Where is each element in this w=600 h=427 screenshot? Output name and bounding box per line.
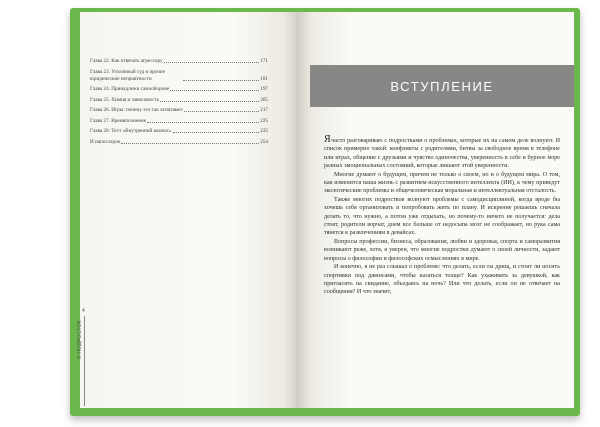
paragraph: Вопросы профессии, бизнеса, образования, любви и здоровья, спорта и саморазвития возникают реже, хотя, я уверен, что многие подростки думают о своей личности, задают вопросы о философии и философских осмыслениях в мире. — [324, 238, 560, 262]
toc-leader-dots — [183, 80, 259, 81]
right-page — [296, 12, 574, 408]
toc-leader-dots — [170, 90, 259, 91]
chapter-banner — [310, 65, 574, 107]
toc-entry-title: Глава 25. Химия и зависимость — [90, 96, 160, 103]
body-text — [324, 136, 560, 297]
toc-entry-page: 217 — [260, 107, 268, 113]
paragraph — [324, 136, 560, 171]
paragraph: Также многих подростков волнуют проблемы с самодисциплиной, когда вроде бы хочешь себя организовать и попробовать жить по плану. И искренне решаешь сначала делать то, что нужно, а потом уже отдыхать, но почему-то ничего не получается: дела стоят, родители ворчат, днем все больше от недосыпа мозг не соображает, но рука сама тянется к развлечениям в девайсах. — [324, 196, 560, 237]
toc-entry-title: И напоследок — [90, 138, 121, 145]
toc-leader-dots — [121, 143, 259, 144]
paragraph: Многие думают о будущем, причем не только о своем, но и о будущем мира. О том, как изменится наша жизнь с развитием искусственного интеллекта (ИИ), к чему приведут экологические проблемы и общечеловеческая моральная и интеллектуальная отсталость. — [324, 171, 560, 195]
toc-leader-dots — [160, 101, 259, 102]
running-head-rule — [84, 316, 85, 406]
toc-entry-title: Глава 28. Тест «Внутренний компас» — [90, 128, 172, 134]
toc-entry — [90, 128, 268, 135]
toc-entry — [90, 118, 268, 125]
toc-entry-title: Глава 24. Принадлежи самообороне — [90, 86, 170, 92]
toc-entry-title: Глава 23. Уголовный суд и прочие юридические неприятности — [90, 68, 165, 82]
toc-entry-page: 225 — [260, 117, 268, 124]
toc-leader-dots — [164, 62, 260, 63]
table-of-contents — [90, 58, 268, 149]
toc-entry — [90, 86, 268, 93]
toc-entry-title: Глава 26. Игры: почему это так затягивает — [90, 107, 183, 113]
toc-entry-page: 171 — [260, 58, 268, 64]
toc-entry — [90, 139, 268, 146]
page-number: 4 — [82, 308, 85, 314]
toc-entry — [90, 69, 268, 83]
toc-entry-page: 197 — [260, 86, 268, 92]
left-page — [77, 12, 296, 408]
paragraph-text: часто разговариваю с подростками о проблемах, которые их на самом деле волнуют. И список примерно такой: конфликты с родителями, битвы за свободное время в телефоне или играх, общение с друзьями и чувство одиночества, уверенность в себе и бурное море разных эмоциональных состояний, которые лишают этой уверенности. — [324, 138, 560, 170]
toc-entry — [90, 107, 268, 114]
toc-entry-title: Глава 22. Как отвечать агрессору — [90, 58, 163, 64]
toc-leader-dots — [184, 111, 259, 112]
toc-entry-page: 235 — [260, 128, 268, 134]
toc-entry — [90, 58, 268, 65]
toc-leader-dots — [147, 122, 259, 123]
toc-leader-dots — [173, 132, 260, 133]
toc-entry-page: 205 — [260, 96, 268, 103]
drop-cap: Я — [324, 134, 331, 145]
toc-entry — [90, 97, 268, 104]
toc-entry-page: 254 — [260, 138, 268, 145]
chapter-heading: ВСТУПЛЕНИЕ — [390, 78, 494, 94]
running-head: Я ПОДРОСТОК — [77, 320, 83, 360]
paragraph: И конечно, я не раз слышал о проблеме: что делать, если ты дрищ, и стоит ли носить спортивки под джинсами, чтобы казаться толще? Как ухаживать за девушкой, как пригласить на свидание, объедаясь на ночь? Или что делать, если он не отвечает на сообщения? И что значит, — [324, 264, 560, 296]
toc-entry-page: 181 — [260, 75, 268, 82]
toc-entry-title: Глава 27. Времяполнение — [90, 117, 147, 124]
